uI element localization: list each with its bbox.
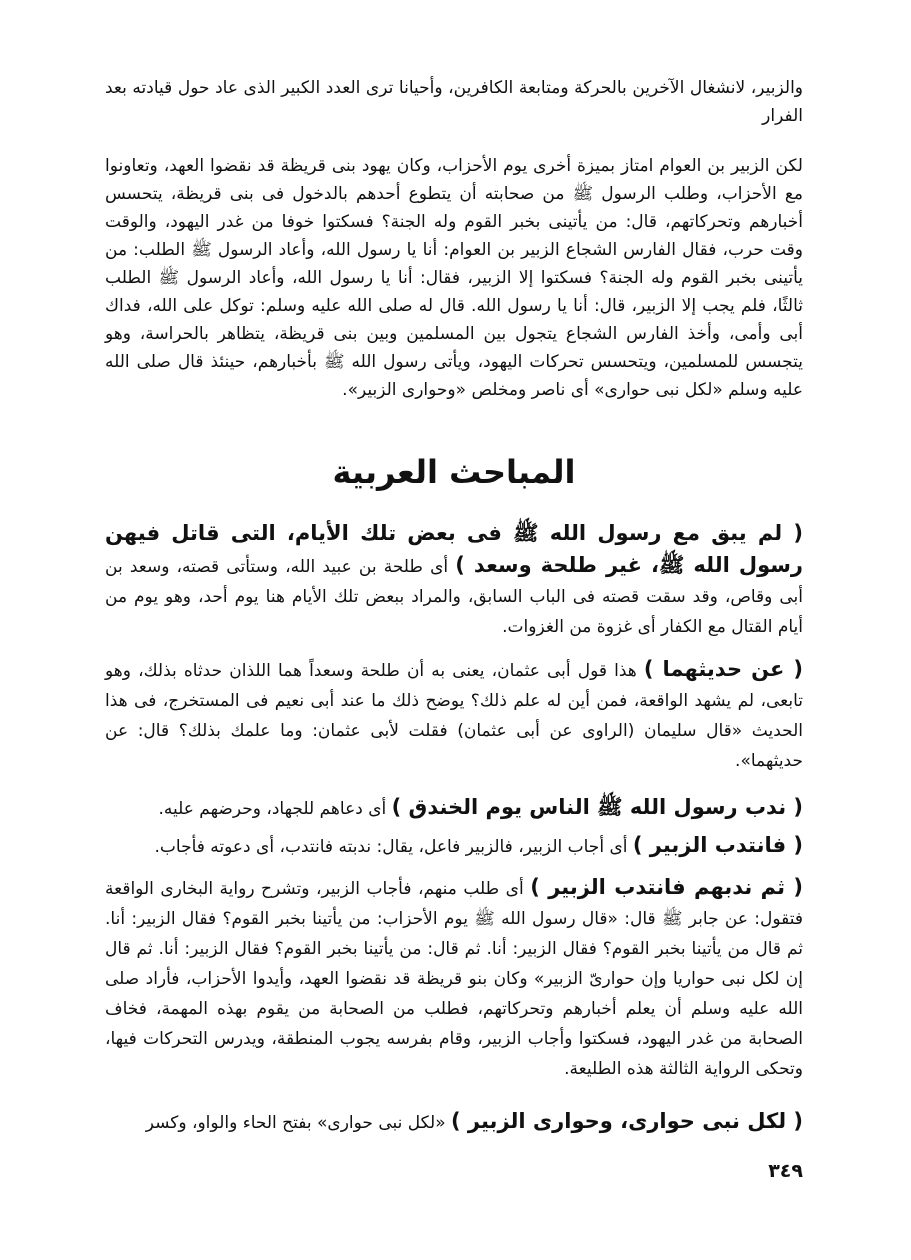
entry-lemma: ( لكل نبى حوارى، وحوارى الزبير ) — [451, 1109, 803, 1133]
entry-text: أى دعاهم للجهاد، وحرضهم عليه. — [158, 799, 392, 819]
commentary-entry — [105, 792, 803, 824]
entry-lemma: ( لم يبق مع رسول الله ﷺ فى بعض تلك الأيام، التى قاتل فيهن رسول الله ﷺ، غير طلحة وسعد ) — [105, 521, 803, 577]
entry-text: أى طلب منهم، فأجاب الزبير، وتشرح رواية البخارى الواقعة فتقول: عن جابر ﷺ قال: «قال رسول الله ﷺ يوم الأحزاب: من يأتينا بخبر القوم؟ فقال الزبير: أنا. ثم قال من يأتينا بخبر القوم؟ فقال الزبير: أنا. ثم قال: من يأتينا بخبر القوم؟ فقال الزبير: أنا. ثم قال إن لكل نبى حواريا وإن حوارىّ الزبير» وكان بنو قريظة قد نقضوا العهد، وأيدوا الأحزاب، فأراد صلى الله عليه وسلم أن يعلم أخبارهم وتحركاتهم، فطلب من الصحابة من يقوم بهذه المهمة، فخاف الصحابة من غدر اليهود، فسكتوا وأجاب الزبير، وقام بفرسه يجوب المنطقة، ويدرس التحركات فيها، وتحكى الرواية الثالثة هذه الطليعة. — [105, 879, 803, 1079]
page-number: ٣٤٩ — [768, 1160, 803, 1182]
entry-text: أى طلحة بن عبيد الله، وستأتى قصته، وسعد بن أبى وقاص، وقد سقت قصته فى الباب السابق، والمراد ببعض تلك الأيام هنا يوم أحد، وهو يوم من أيام القتال مع الكفار أى غزوة من الغزوات. — [105, 557, 803, 637]
entry-text: أى أجاب الزبير، فالزبير فاعل، يقال: ندبته فانتدب، أى دعوته فأجاب. — [154, 837, 633, 857]
entry-text: «لكل نبى حوارى» بفتح الحاء والواو، وكسر — [145, 1113, 452, 1133]
body-paragraph: لكن الزبير بن العوام امتاز بميزة أخرى يوم الأحزاب، وكان يهود بنى قريظة قد نقضوا العهد، وتعاونوا مع الأحزاب، وطلب الرسول ﷺ من صحابته أن يتطوع أحدهم بالدخول فى بنى قريظة، يتحسس أخبارهم وتحركاتهم، قال: من يأتينى بخبر القوم وله الجنة؟ فسكتوا خوفا من غدر اليهود، والوقت وقت حرب، فقال الفارس الشجاع الزبير بن العوام: أنا يا رسول الله، وأعاد الرسول ﷺ الطلب: من يأتينى بخبر القوم وله الجنة؟ فسكتوا إلا الزبير، فقال: أنا يا رسول الله، وأعاد الرسول ﷺ الطلب ثالثًا، فلم يجب إلا الزبير، قال: أنا يا رسول الله. قال له صلى الله عليه وسلم: توكل على الله، فداك أبى وأمى، وأخذ الفارس الشجاع يتجول بين المسلمين وبين بنى قريظة، يتظاهر بالحراسة، وهو يتجسس للمسلمين، ويتحسس تحركات اليهود، ويأتى رسول الله ﷺ بأخبارهم، حينئذ قال صلى الله عليه وسلم «لكل نبى حوارى» أى ناصر ومخلص «وحوارى الزبير». — [105, 156, 803, 400]
entry-lemma: ( ندب رسول الله ﷺ الناس يوم الخندق ) — [391, 795, 803, 819]
entry-lemma: ( فانتدب الزبير ) — [632, 833, 803, 857]
section-heading: المباحث العربية — [332, 453, 576, 491]
commentary-entry — [105, 872, 803, 1084]
entry-lemma: ( عن حديثهما ) — [643, 657, 803, 681]
commentary-entry — [105, 518, 803, 642]
entry-lemma: ( ثم ندبهم فانتدب الزبير ) — [530, 875, 803, 899]
commentary-entry — [105, 830, 803, 862]
body-paragraph: والزبير، لانشغال الآخرين بالحركة ومتابعة الكافرين، وأحيانا ترى العدد الكبير الذى عاد حول قيادته بعد الفرار — [105, 78, 803, 126]
commentary-entry — [105, 654, 803, 776]
commentary-entry — [105, 1106, 803, 1138]
entry-text: هذا قول أبى عثمان، يعنى به أن طلحة وسعداً هما اللذان حدثاه بذلك، وهو تابعى، لم يشهد الواقعة، فمن أين له علم ذلك؟ يوضح ذلك ما عند أبى نعيم فى المستخرج، فى هذا الحديث «قال سليمان (الراوى عن أبى عثمان) فقلت لأبى عثمان: وما علمك بذلك؟ قال: عن حديثهما». — [105, 661, 803, 771]
